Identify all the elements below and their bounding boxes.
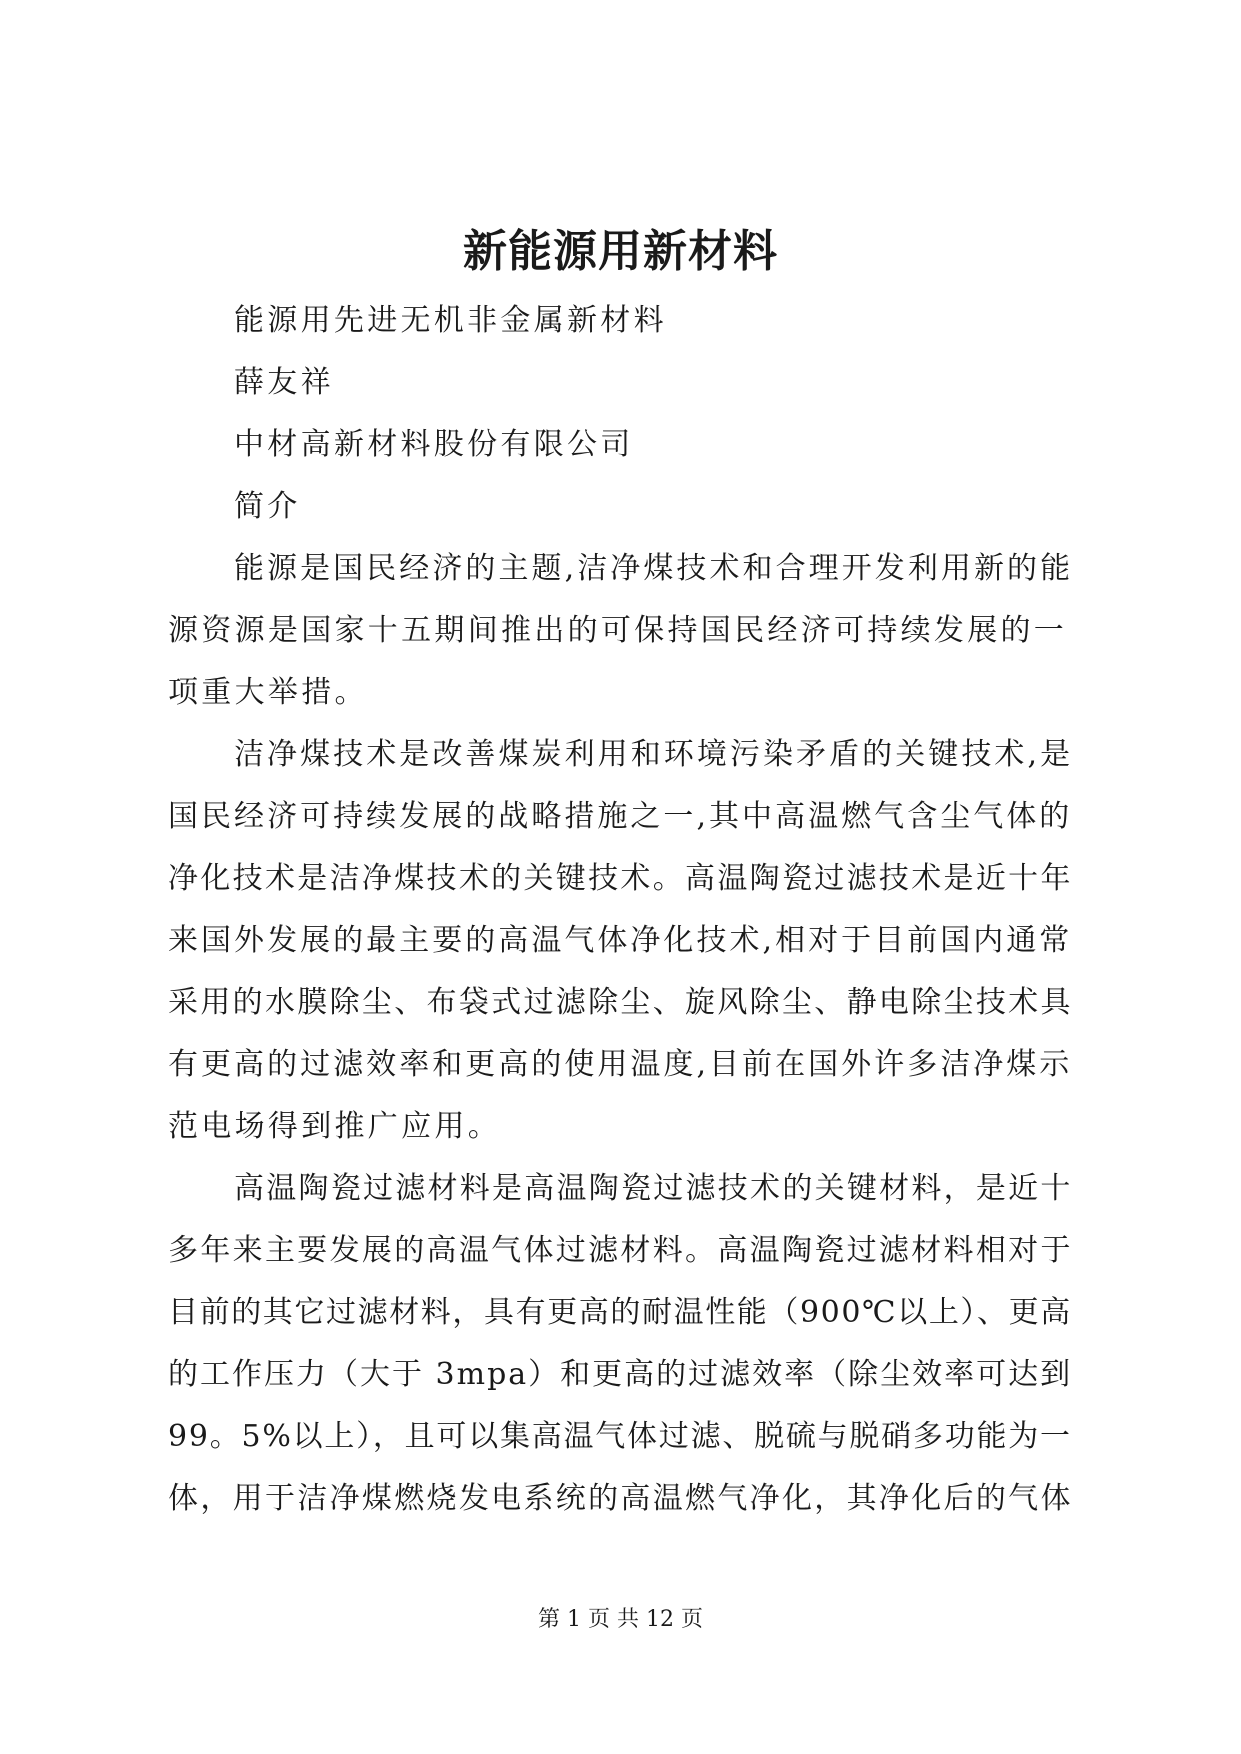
- document-body: [168, 290, 1078, 1530]
- body-line: 范电场得到推广应用。: [168, 1109, 501, 1144]
- body-line: 采用的水膜除尘、布袋式过滤除尘、旋风除尘、静电除尘技术具: [168, 985, 1073, 1020]
- body-line: 的工作压力（大于 3mpa）和更高的过滤效率（除尘效率可达到: [168, 1357, 1073, 1392]
- page-footer: 第 1 页 共 12 页: [538, 1607, 703, 1632]
- body-line: 99。5%以上），且可以集高温气体过滤、脱硫与脱硝多功能为一: [168, 1419, 1072, 1454]
- body-line: 简介: [234, 489, 301, 524]
- body-line: 有更高的过滤效率和更高的使用温度,目前在国外许多洁净煤示: [168, 1047, 1073, 1082]
- body-line: 国民经济可持续发展的战略措施之一,其中高温燃气含尘气体的: [168, 799, 1073, 834]
- body-line: 高温陶瓷过滤材料是高温陶瓷过滤技术的关键材料，是近十: [234, 1171, 1073, 1206]
- body-line: 来国外发展的最主要的高温气体净化技术,相对于目前国内通常: [168, 923, 1073, 958]
- body-line: 能源是国民经济的主题,洁净煤技术和合理开发利用新的能: [234, 551, 1074, 586]
- body-line: 净化技术是洁净煤技术的关键技术。高温陶瓷过滤技术是近十年: [168, 861, 1073, 896]
- body-line: 薛友祥: [234, 365, 334, 400]
- document-title: 新能源用新材料: [463, 226, 778, 277]
- body-line: 体，用于洁净煤燃烧发电系统的高温燃气净化，其净化后的气体: [168, 1481, 1073, 1516]
- body-line: 多年来主要发展的高温气体过滤材料。高温陶瓷过滤材料相对于: [168, 1233, 1073, 1268]
- body-line: 洁净煤技术是改善煤炭利用和环境污染矛盾的关键技术,是: [234, 737, 1074, 772]
- body-line: 中材高新材料股份有限公司: [234, 427, 634, 462]
- body-line: 源资源是国家十五期间推出的可保持国民经济可持续发展的一: [168, 613, 1068, 648]
- body-line: 目前的其它过滤材料，具有更高的耐温性能（900℃以上）、更高: [168, 1295, 1072, 1330]
- body-line: 能源用先进无机非金属新材料: [234, 303, 667, 338]
- body-line: 项重大举措。: [168, 675, 368, 710]
